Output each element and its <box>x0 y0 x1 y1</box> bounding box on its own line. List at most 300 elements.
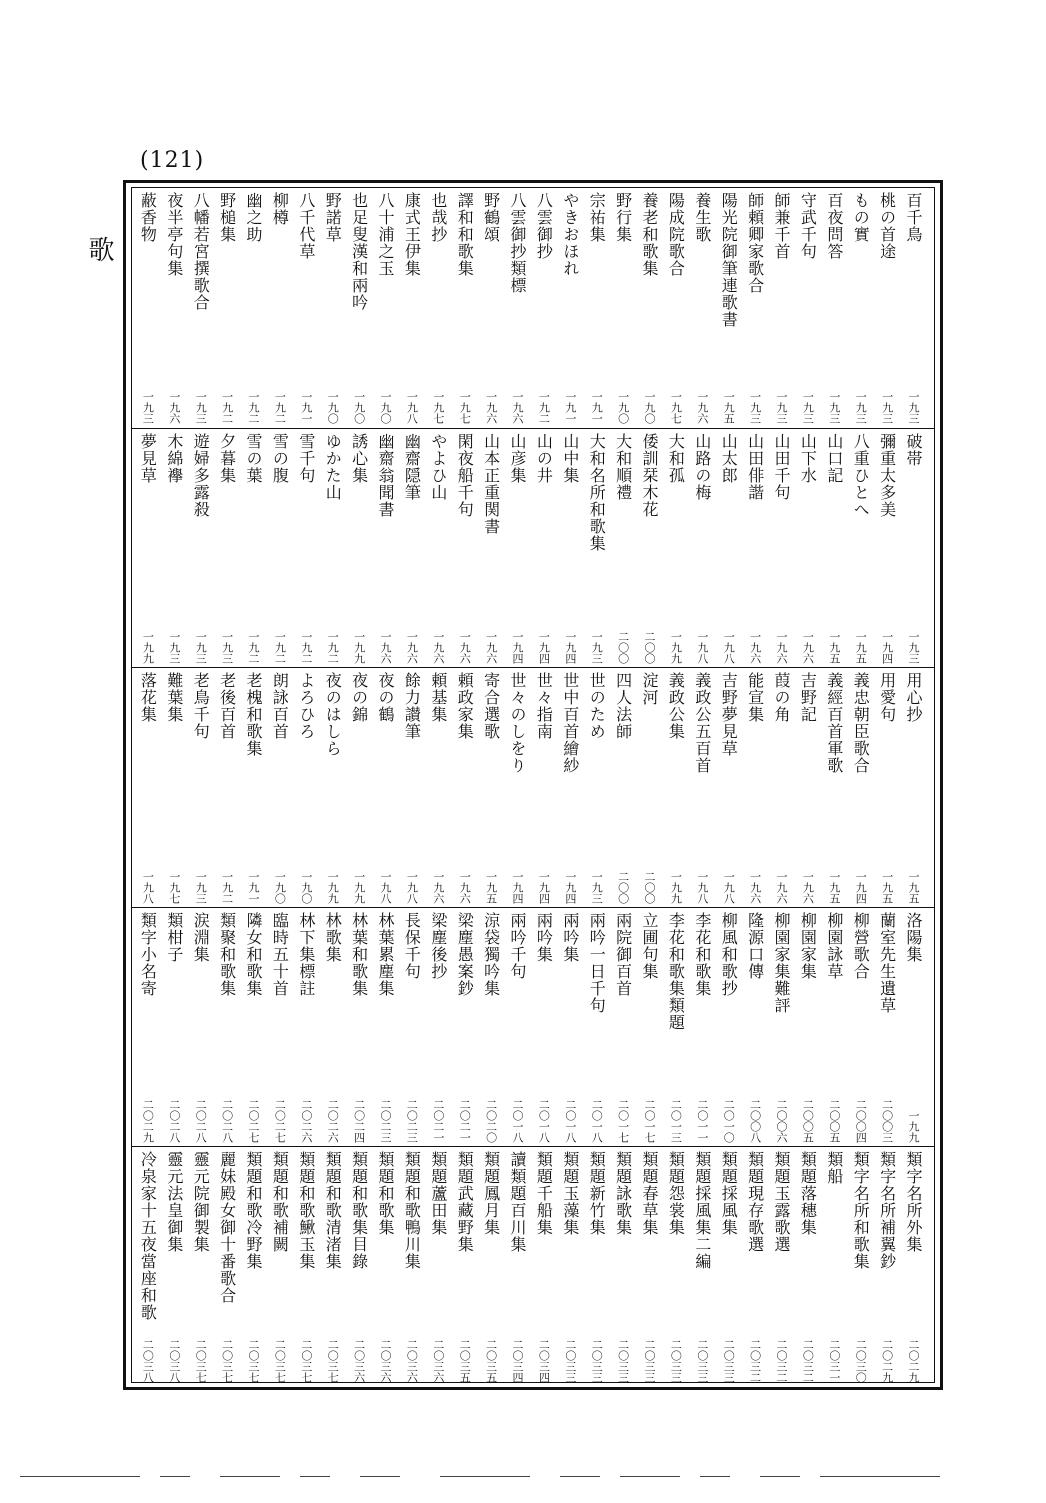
entry-number: 二〇二四 <box>352 1099 366 1144</box>
entry-title: 老槐和歌集 <box>244 672 263 758</box>
index-entry <box>768 1147 794 1387</box>
index-entry <box>293 668 319 908</box>
index-entry <box>451 1147 477 1387</box>
entry-title: 八十浦之玉 <box>376 192 395 277</box>
entry-title: 柳園家集 <box>798 911 818 980</box>
entry-title: 林下集標註 <box>296 911 316 997</box>
index-entry <box>557 188 583 428</box>
entry-title: 世々のしをり <box>508 672 527 775</box>
index-entry <box>794 429 820 669</box>
entry-title: 康式王伊集 <box>402 192 422 277</box>
entry-title: 山下水 <box>798 432 818 484</box>
index-entry <box>874 908 900 1148</box>
entry-title: 落花集 <box>138 672 158 724</box>
page-number: (121) <box>140 148 205 173</box>
entry-title: 類題鳳月集 <box>481 1151 501 1237</box>
entry-number: 一九四 <box>537 631 551 665</box>
index-entry <box>214 429 240 669</box>
entry-title: 類題和歌集 <box>376 1151 395 1237</box>
index-entry <box>372 429 398 669</box>
entry-number: 一九〇 <box>299 870 313 904</box>
entry-title: 師頼卿家歌合 <box>745 192 765 294</box>
index-entry <box>504 188 530 428</box>
footer-rule <box>0 1476 1046 1486</box>
index-entry <box>187 429 213 669</box>
entry-title: 陽成院歌合 <box>666 192 686 277</box>
entry-number: 一九〇 <box>643 390 656 424</box>
entry-number: 一九六 <box>484 631 498 665</box>
entry-number: 二〇一七 <box>616 1099 630 1144</box>
index-entry <box>266 908 292 1148</box>
entry-number: 一九三 <box>854 390 868 424</box>
entry-number: 二〇二七 <box>273 1099 287 1144</box>
entry-title: 山口記 <box>824 432 844 484</box>
entry-title: 義政公五百首 <box>692 672 712 775</box>
entry-title: 夜の鶴 <box>376 672 395 724</box>
index-entry <box>610 908 636 1148</box>
entry-title: 朗詠百首 <box>270 672 290 741</box>
entry-number: 二〇三三 <box>722 1338 736 1383</box>
index-entry <box>636 908 662 1148</box>
entry-title: ゆかた山 <box>323 432 343 501</box>
entry-number: 二〇一一 <box>695 1099 709 1144</box>
index-entry <box>821 908 847 1148</box>
entry-number: 二〇二九 <box>141 1099 155 1144</box>
index-entry <box>451 908 477 1148</box>
index-entry <box>504 1147 530 1387</box>
entry-number: 一九八 <box>695 870 709 904</box>
index-entry <box>504 429 530 669</box>
entry-number: 二〇三三 <box>695 1338 709 1383</box>
index-band-1 <box>132 188 934 428</box>
entry-title: 隣女和歌集 <box>244 911 263 997</box>
entry-title: 林葉累塵集 <box>376 911 395 997</box>
index-entry <box>821 668 847 908</box>
index-entry <box>610 429 636 669</box>
index-entry <box>636 1147 662 1387</box>
index-entry <box>134 1147 160 1387</box>
index-table-frame <box>123 180 943 1390</box>
entry-number: 二〇二六 <box>299 1099 313 1144</box>
entry-number: 二〇二八 <box>220 1099 234 1144</box>
index-entry <box>478 1147 504 1387</box>
entry-number: 一九三 <box>194 870 208 904</box>
index-entry <box>398 429 424 669</box>
entry-number: 一九六 <box>431 631 445 665</box>
entry-title: 夕暮集 <box>217 432 237 484</box>
entry-number: 一九〇 <box>326 390 340 424</box>
entry-number: 一九三 <box>907 631 920 665</box>
entry-title: 類題玉藻集 <box>560 1151 580 1237</box>
index-entry <box>662 908 688 1148</box>
index-band-5 <box>132 1146 934 1387</box>
entry-title: やよひ山 <box>428 432 448 501</box>
index-entry <box>240 429 266 669</box>
entry-number: 一九九 <box>326 870 340 904</box>
entry-title: 柳園詠草 <box>824 911 844 980</box>
entry-number: 一九六 <box>431 870 445 904</box>
index-entry <box>425 429 451 669</box>
entry-title: 類柑子 <box>164 911 184 963</box>
entry-number: 二〇〇 <box>643 631 656 665</box>
entry-number: 二〇二九 <box>880 1338 894 1383</box>
index-entry <box>742 429 768 669</box>
index-entry <box>240 1147 266 1387</box>
entry-title: 宗祐集 <box>587 192 607 243</box>
entry-title: 八重ひとへ <box>851 432 871 518</box>
entry-number: 二〇二九 <box>907 1338 920 1383</box>
entry-title: 麗妹殿女御十番歌合 <box>217 1151 237 1305</box>
entry-number: 二〇〇三 <box>880 1099 894 1144</box>
entry-number: 一九六 <box>167 390 181 424</box>
entry-number: 一九六 <box>775 870 788 904</box>
entry-number: 一九七 <box>669 390 683 424</box>
index-entry <box>768 429 794 669</box>
entry-number: 一九三 <box>220 631 234 665</box>
entry-title: 李花和歌集 <box>692 911 712 997</box>
entry-number: 二〇三二 <box>748 1338 762 1383</box>
entry-title: 山彦集 <box>508 432 527 484</box>
entry-title: 類題怨裳集 <box>666 1151 686 1237</box>
index-entry <box>715 908 741 1148</box>
entry-number: 二〇一八 <box>537 1099 551 1144</box>
entry-number: 一九五 <box>484 870 498 904</box>
entry-number: 一九九 <box>352 631 366 665</box>
entry-number: 一九四 <box>880 631 894 665</box>
entry-number: 二〇一八 <box>511 1099 524 1144</box>
entry-number: 二〇三四 <box>511 1338 524 1383</box>
entry-title: 兩吟千句 <box>508 911 527 980</box>
entry-title: 餘力讃筆 <box>402 672 422 741</box>
index-entry <box>187 668 213 908</box>
entry-number: 二〇〇五 <box>827 1099 841 1144</box>
entry-number: 二〇三七 <box>299 1338 313 1383</box>
entry-number: 一九六 <box>379 631 392 665</box>
entry-title: 類字小名寄 <box>138 911 158 997</box>
entry-number: 一九二 <box>247 390 260 424</box>
entry-number: 一九二 <box>273 631 287 665</box>
index-entry <box>636 668 662 908</box>
index-entry <box>372 668 398 908</box>
entry-title: 類題和歌鴨川集 <box>402 1151 422 1271</box>
entry-number: 二〇三三 <box>616 1338 630 1383</box>
index-entry <box>662 188 688 428</box>
index-entry <box>346 188 372 428</box>
index-entry <box>794 1147 820 1387</box>
entry-title: 倭訓栞木花 <box>640 432 659 518</box>
index-entry <box>900 668 926 908</box>
entry-number: 二〇三三 <box>590 1338 604 1383</box>
entry-title: 野槌集 <box>217 192 237 243</box>
index-entry <box>557 908 583 1148</box>
entry-title: やきおほれ <box>560 192 580 277</box>
entry-number: 一九六 <box>801 631 815 665</box>
index-entry <box>346 668 372 908</box>
index-entry <box>451 188 477 428</box>
index-entry <box>530 1147 556 1387</box>
index-entry <box>715 188 741 428</box>
entry-number: 一九三 <box>907 390 920 424</box>
index-entry <box>266 188 292 428</box>
entry-number: 二〇〇 <box>616 631 630 665</box>
entry-number: 二〇二八 <box>194 1099 208 1144</box>
index-entry <box>742 908 768 1148</box>
entry-title: 靈元院御製集 <box>191 1151 211 1254</box>
entry-title: 陽光院御筆連歌書 <box>719 192 739 328</box>
entry-title: 大和名所和歌集 <box>587 432 607 552</box>
entry-number: 一九六 <box>405 631 419 665</box>
entry-title: 涙淵集 <box>191 911 211 963</box>
entry-title: 大和孤 <box>666 432 686 484</box>
entry-number: 一九〇 <box>379 390 392 424</box>
entry-title: 梁塵愚案鈔 <box>455 911 475 997</box>
index-entry <box>425 188 451 428</box>
entry-title: 桃の首途 <box>877 192 897 260</box>
index-entry <box>742 188 768 428</box>
index-entry <box>398 908 424 1148</box>
entry-title: 義忠朝臣歌合 <box>851 672 871 775</box>
entry-number: 二〇二七 <box>247 1099 260 1144</box>
index-entry <box>636 188 662 428</box>
index-entry <box>847 1147 873 1387</box>
entry-title: 夢見草 <box>138 432 158 484</box>
index-entry <box>900 429 926 669</box>
entry-title: 柳風和歌抄 <box>719 911 739 997</box>
entry-number: 二〇一八 <box>590 1099 604 1144</box>
index-entry <box>451 668 477 908</box>
entry-number: 一九〇 <box>273 870 287 904</box>
index-entry <box>794 668 820 908</box>
entry-title: 李花和歌集類題 <box>666 911 686 1031</box>
entry-number: 一九六 <box>458 631 472 665</box>
index-entry <box>530 668 556 908</box>
index-entry <box>266 668 292 908</box>
entry-title: 遊婦多露殺 <box>191 432 211 518</box>
entry-title: 百千鳥 <box>904 192 923 243</box>
entry-title: 譯和和歌集 <box>455 192 475 277</box>
index-band-2 <box>132 428 934 669</box>
entry-title: 類題現存歌選 <box>745 1151 765 1254</box>
entry-title: 養生歌 <box>692 192 712 243</box>
entry-title: 類題春草集 <box>640 1151 659 1237</box>
index-entry <box>557 1147 583 1387</box>
entry-title: 類題和歌集目錄 <box>349 1151 369 1271</box>
entry-number: 一九〇 <box>352 390 366 424</box>
index-entry <box>161 668 187 908</box>
entry-number: 一九二 <box>537 390 551 424</box>
index-entry <box>319 429 345 669</box>
index-entry <box>821 1147 847 1387</box>
entry-number: 二〇三四 <box>537 1338 551 1383</box>
index-entry <box>398 1147 424 1387</box>
index-entry <box>900 1147 926 1387</box>
entry-title: 守武千句 <box>798 192 818 260</box>
entry-title: 柳營歌合 <box>851 911 871 980</box>
index-entry <box>187 188 213 428</box>
entry-number: 二〇三六 <box>405 1338 419 1383</box>
index-entry <box>425 1147 451 1387</box>
entry-number: 二〇〇五 <box>801 1099 815 1144</box>
entry-number: 二〇三八 <box>167 1338 181 1383</box>
entry-title: 靈元法皇御集 <box>164 1151 184 1254</box>
entry-number: 一九九 <box>669 631 683 665</box>
index-entry <box>372 1147 398 1387</box>
entry-number: 二〇二〇 <box>484 1099 498 1144</box>
index-entry <box>583 908 609 1148</box>
index-entry <box>187 1147 213 1387</box>
entry-number: 一九三 <box>141 390 155 424</box>
entry-number: 一九六 <box>484 390 498 424</box>
entry-title: 蔽香物 <box>138 192 158 243</box>
entry-number: 一九三 <box>194 390 208 424</box>
entry-number: 二〇三七 <box>326 1338 340 1383</box>
entry-title: 破帯 <box>904 432 923 467</box>
entry-number: 一九八 <box>722 631 736 665</box>
entry-number: 一九二 <box>326 631 340 665</box>
entry-title: 木綿襷 <box>164 432 184 484</box>
entry-number: 一九三 <box>827 390 841 424</box>
entry-title: 梁塵後抄 <box>428 911 448 980</box>
entry-title: 野行集 <box>613 192 633 243</box>
entry-number: 一九四 <box>511 870 524 904</box>
index-entry <box>821 188 847 428</box>
entry-number: 二〇〇六 <box>775 1099 788 1144</box>
entry-title: 老後百首 <box>217 672 237 741</box>
entry-title: 兩吟一日千句 <box>587 911 607 1014</box>
entry-title: 類題和歌清渚集 <box>323 1151 343 1271</box>
entry-number: 二〇三三 <box>643 1338 656 1383</box>
entry-number: 一九九 <box>352 870 366 904</box>
entry-title: 類題玉露歌選 <box>772 1151 791 1254</box>
index-entry <box>293 429 319 669</box>
entry-title: 山本正重関書 <box>481 432 501 535</box>
entry-title: 野諾草 <box>323 192 343 243</box>
entry-title: 類題新竹集 <box>587 1151 607 1237</box>
entry-number: 二〇一三 <box>669 1099 683 1144</box>
entry-number: 二〇二三 <box>379 1099 392 1144</box>
entry-title: 四人法師 <box>613 672 633 741</box>
entry-number: 二〇三七 <box>194 1338 208 1383</box>
entry-title: 類聚和歌集 <box>217 911 237 997</box>
entry-number: 二〇二六 <box>326 1099 340 1144</box>
index-entry <box>610 188 636 428</box>
index-entry <box>662 1147 688 1387</box>
entry-title: 吉野記 <box>798 672 818 724</box>
entry-title: 八千代草 <box>296 192 316 260</box>
entry-number: 一九六 <box>775 631 788 665</box>
entry-title: 林歌集 <box>323 911 343 963</box>
entry-title: 類題採風集 <box>719 1151 739 1237</box>
index-entry <box>346 1147 372 1387</box>
index-entry <box>742 1147 768 1387</box>
entry-title: 野鶴頌 <box>481 192 501 243</box>
entry-title: 山中集 <box>560 432 580 484</box>
entry-title: 夜の錦 <box>349 672 369 724</box>
index-entry <box>742 668 768 908</box>
index-entry <box>398 188 424 428</box>
index-entry <box>240 668 266 908</box>
entry-title: 讀類題百川集 <box>508 1151 527 1254</box>
index-entry <box>768 908 794 1148</box>
entry-number: 二〇三七 <box>273 1338 287 1383</box>
entry-title: 涼袋獨吟集 <box>481 911 501 997</box>
entry-title: 類題詠歌集 <box>613 1151 633 1237</box>
index-entry <box>240 908 266 1148</box>
entry-number: 二〇〇 <box>643 870 656 904</box>
entry-number: 一九六 <box>458 870 472 904</box>
entry-title: 臨時五十首 <box>270 911 290 997</box>
entry-title: 八幡若宮撰歌合 <box>191 192 211 311</box>
entry-title: 柳園家集難評 <box>772 911 791 1014</box>
entry-number: 二〇三八 <box>141 1338 155 1383</box>
entry-number: 一九三 <box>194 631 208 665</box>
entry-number: 一九三 <box>590 870 604 904</box>
entry-title: 閑夜船千句 <box>455 432 475 518</box>
entry-title: 蘭室先生遺草 <box>877 911 897 1014</box>
entry-title: 類字名所外集 <box>904 1151 923 1254</box>
index-entry <box>900 908 926 1148</box>
entry-title: 類題蘆田集 <box>428 1151 448 1237</box>
index-entry <box>715 429 741 669</box>
entry-title: 難葉集 <box>164 672 184 724</box>
index-entry <box>689 1147 715 1387</box>
index-entry <box>187 908 213 1148</box>
index-entry <box>372 908 398 1148</box>
index-entry <box>874 188 900 428</box>
index-entry <box>900 188 926 428</box>
entry-title: 用愛句 <box>877 672 897 724</box>
entry-number: 一九三 <box>167 631 181 665</box>
entry-number: 二〇三五 <box>484 1338 498 1383</box>
entry-number: 二〇二三 <box>405 1099 419 1144</box>
index-entry <box>346 429 372 669</box>
entry-number: 一九四 <box>511 631 524 665</box>
entry-title: 也足叟漢和兩吟 <box>349 192 369 311</box>
index-entry <box>874 1147 900 1387</box>
entry-title: 林葉和歌集 <box>349 911 369 997</box>
entry-number: 二〇三三 <box>563 1338 577 1383</box>
entry-number: 一九四 <box>537 870 551 904</box>
index-entry <box>134 908 160 1148</box>
entry-number: 一九八 <box>695 631 709 665</box>
index-entry <box>583 429 609 669</box>
index-entry <box>161 188 187 428</box>
entry-title: 八雲御抄 <box>534 192 554 260</box>
entry-number: 二〇三六 <box>352 1338 366 1383</box>
index-entry <box>583 1147 609 1387</box>
entry-number: 一九九 <box>907 1110 920 1144</box>
entry-number: 一九一 <box>247 870 260 904</box>
entry-title: 八雲御抄類標 <box>508 192 527 294</box>
entry-title: 頼基集 <box>428 672 448 724</box>
entry-number: 二〇三七 <box>220 1338 234 1383</box>
entry-number: 一九三 <box>801 390 815 424</box>
entry-number: 一九八 <box>379 870 392 904</box>
entry-title: 山太郎 <box>719 432 739 484</box>
index-entry <box>689 908 715 1148</box>
entry-title: 類字名所補翼鈔 <box>877 1151 897 1271</box>
entry-title: 類題和歌鰍玉集 <box>296 1151 316 1271</box>
entry-number: 二〇三三 <box>669 1338 683 1383</box>
entry-number: 二〇三七 <box>247 1338 260 1383</box>
entry-title: よろひろ <box>296 672 316 741</box>
entry-title: 能宣集 <box>745 672 765 724</box>
entry-number: 一九〇 <box>616 390 630 424</box>
entry-number: 一九四 <box>563 631 577 665</box>
entry-title: 洛陽集 <box>904 911 923 963</box>
entry-number: 二〇三六 <box>431 1338 445 1383</box>
entry-number: 一九八 <box>722 870 736 904</box>
